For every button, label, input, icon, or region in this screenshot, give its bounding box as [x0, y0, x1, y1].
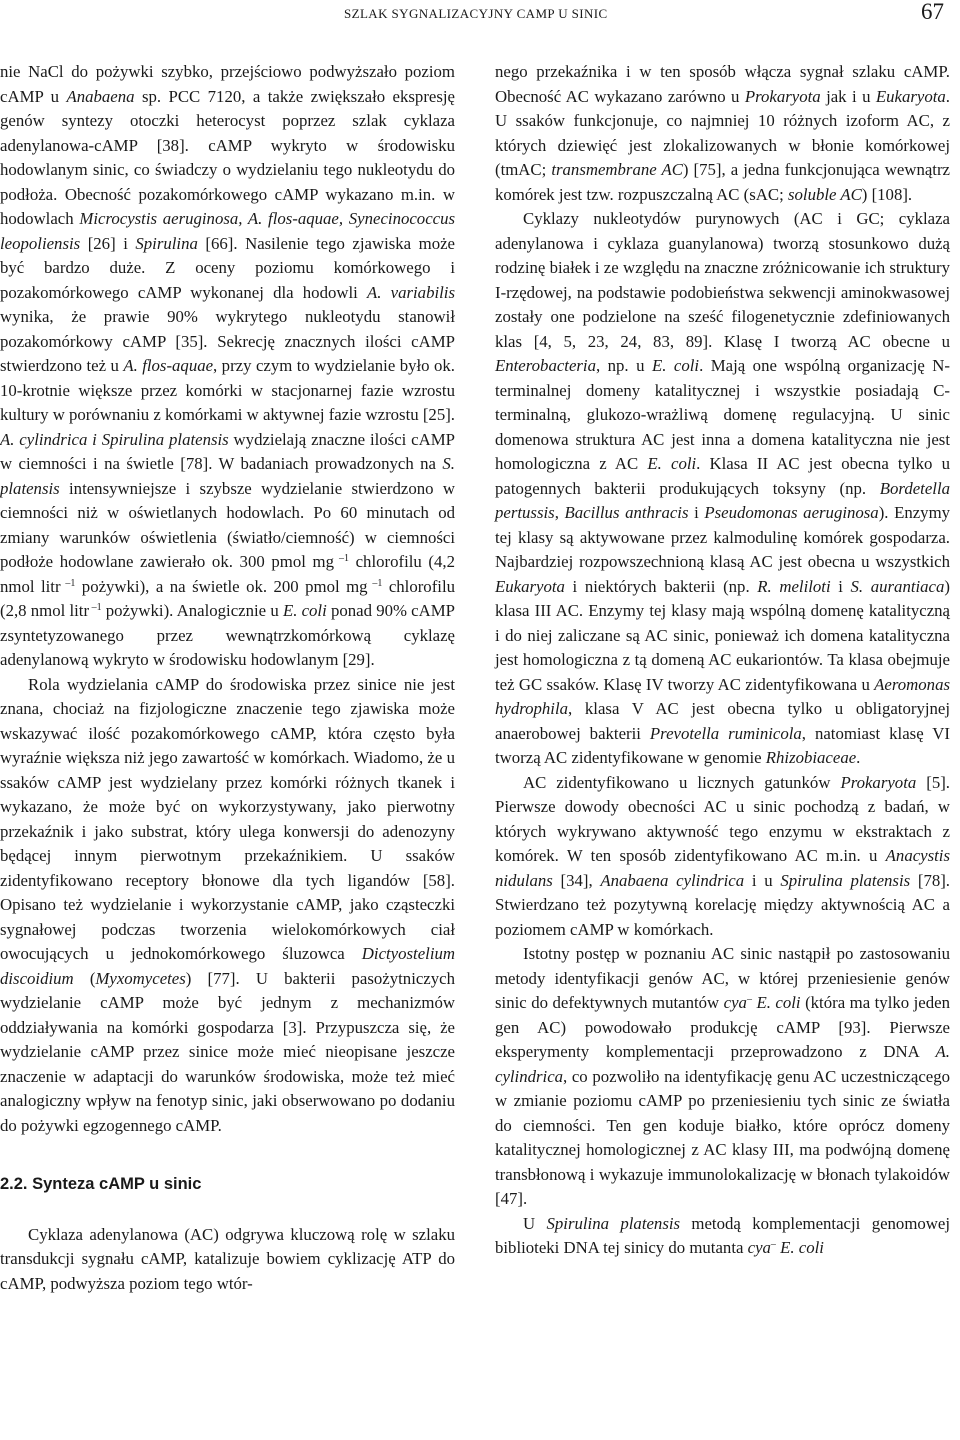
text-run: . U ssaków funkcjonuje, co najmniej 10 różnych izoform AC, z których dziewięć jest zlokalizowanych w błonie komórkowej (tmAC; — [495, 86, 950, 179]
text-run: i niektórych bakterii (np. — [564, 576, 758, 596]
text-run: metodą komplementacji genomowej biblioteki DNA tej sinicy do mutanta — [495, 1213, 950, 1257]
paragraph — [0, 60, 455, 673]
text-run: [5]. Pierwsze dowody obecności AC u sinic pochodzą z badań, w których wykrywano aktywność tego enzymu w ekstraktach z komórek. W ten sposób zidentyfikowano AC m.in. u — [495, 772, 950, 865]
italic-text: E. coli — [756, 993, 801, 1012]
paragraph — [495, 942, 950, 1212]
italic-text: Bacillus anthracis — [564, 503, 689, 522]
italic-text: E. coli — [651, 356, 700, 375]
text-run: jak i u — [820, 86, 876, 106]
italic-text: Aeromonas hydrophila — [495, 674, 950, 718]
text-run: , klasa V AC jest obecna tylko u obligatoryjnej anaerobowej bakterii — [495, 699, 950, 743]
italic-text: Prokaryota — [744, 86, 821, 106]
text-run: sp. PCC 7120, a także zwiększało ekspresję genów syntezy otoczki heterocyst poprzez szlak cyklaza adenylanowa-cAMP [38]. cAMP wykryto w środowisku hodowlanym sinic, co świadczy o wydzielaniu tego nukleotydu do podłoża. Obecność pozakomórkowego cAMP wykazano m.in. w hodowlach — [0, 86, 455, 228]
italic-text: cya — [747, 1238, 771, 1257]
text-run: Cyklazy nukleotydów purynowych (AC i GC; cyklaza adenylanowa i cyklaza guanylanowa) tworzą stosunkowo dużą rodzinę białek i ze względu na znaczne zróżnicowanie ich struktury I-rzędowej, na podstawie podobieństwa sekwencji aminokwasowej zostały one podzielone na sześć filogenetycznie zdefiniowanych klas [4, 5, 23, 24, 83, 89]. Klasę I tworzą AC obecne u — [495, 209, 950, 351]
italic-text: Rhizobiaceae — [765, 748, 857, 767]
text-run: pożywki), a na świetle ok. 200 pmol mg — [75, 576, 368, 596]
text-run: Rola wydzielania cAMP do środowiska przez sinice nie jest znana, chociaż na fizjologiczne znaczenie tego zjawiska może wskazywać ilość pozakomórkowego cAMP, która często była wyraźnie większa niż jego zawartość w komórkach. Wiadomo, że u ssaków cAMP jest wydzielany przez komórki różnych tkanek i wykazano, że może być on wykorzystywany, jako pierwotny przekaźnik i jako substrat, który ulega konwersji do adenozyny będącej innym pierwotnym przekaźnikiem. U ssaków zidentyfikowano receptory błonowe dla tych ligandów [58]. Opisano też wydzielanie i wykorzystanie cAMP, jako cząsteczki sygnałowej podczas tworzenia wielokomórkowych ciał owocujących u jednokomórkowego śluzowca — [0, 674, 455, 963]
text-run: ) [108]. — [861, 184, 913, 204]
italic-text: S. platensis — [0, 454, 455, 498]
italic-text: Bordetella pertussis — [495, 478, 950, 522]
text-run: Cyklaza adenylanowa (AC) odgrywa kluczową rolę w szlaku transdukcji sygnału cAMP, katalizuje bowiem cyklizację ATP do cAMP, podwyższa poziom tego wtór- — [0, 1224, 455, 1293]
superscript: –1 — [89, 602, 102, 613]
text-run: wydzielają znaczne ilości cAMP w ciemności i na świetle [78]. W badaniach prowadzonych na — [0, 429, 455, 473]
text-run: . — [856, 748, 861, 767]
text-run: ponad 90% cAMP zsyntetyzowanego przez wewnątrzkomórkową cyklazę adenylanową wykryto w środowisku hodowlanym [29]. — [0, 601, 455, 669]
paragraph — [0, 673, 455, 1139]
italic-text: E. coli — [647, 454, 697, 473]
text-run: . Klasa II AC jest obecna tylko u patogennych bakterii produkujących toksyny (np. — [495, 454, 950, 498]
text-run: ) [77]. U bakterii pasożytniczych wydzielanie cAMP może być jednym z mechanizmów oddziaływania na komórki gospodarza [3]. Przypuszcza się, że wydzielanie cAMP przez sinice może mieć nieopisane jeszcze znaczenie w adaptacji do warunków środowiska, może też mieć analogiczny wpływ na fenotyp sinic, jaki obserwowano po dodaniu do pożywki egzogennego cAMP. — [0, 968, 455, 1135]
text-run: pożywki). Analogicznie u — [101, 601, 283, 620]
italic-text: A. variabilis — [367, 282, 455, 302]
text-run: ) klasa III AC. Enzymy tej klasy mają wspólną domenę katalityczną i do niej zaliczane są AC sinic, ponieważ ich domena katalityczna jest homologiczna z tą domeną AC eukariontów. Ta klasa obejmuje też GC ssaków. Klasę IV tworzy AC zidentyfikowana u — [495, 576, 950, 694]
italic-text: Eukaryota — [495, 576, 565, 596]
text-run: , co pozwoliło na identyfikację genu AC uczestniczącego w zmianie poziomu cAMP po przeniesieniu tych sinic ze światła do ciemności. Ten gen koduje białko, które oprócz domeny katalitycznej homologicznej z AC klasy III, ma podwójną domenę transbłonową i wykazuje immunolokalizację w błonach tylakoidów [47]. — [495, 1066, 950, 1208]
paragraph — [495, 1212, 950, 1261]
text-run: ) [75], a jedna funkcjonująca wewnątrz komórek jest tzw. rozpuszczalną AC (sAC; — [495, 160, 950, 204]
text-run: intensywniejsze i szybsze wydzielanie stwierdzono w ciemności niż w oświetlanych hodowlach. Po 60 minutach od zmiany warunków oświetlenia (światło/ciemność) w ciemności podłoże hodowlane zawierało ok. 300 pmol mg — [0, 478, 455, 571]
page-number: 67 — [921, 0, 944, 24]
italic-text: Spirulina — [135, 233, 198, 253]
italic-text: Prokaryota — [840, 772, 917, 792]
superscript: –1 — [60, 577, 76, 589]
paragraph — [495, 207, 950, 771]
page-header — [0, 0, 960, 50]
text-run: i u — [744, 870, 781, 890]
italic-text: A. cylindrica — [495, 1042, 950, 1086]
text-run: wynika, że prawie 90% wykrytego nukleotydu stanowił pozakomórkowy cAMP [35]. Sekrecję znacznych ilości cAMP stwierdzono też u — [0, 307, 455, 375]
superscript: – — [746, 994, 752, 1005]
superscript: –1 — [333, 553, 349, 564]
text-run: [66]. Nasilenie tego zjawiska może być bardzo duże. Z oceny poziomu komórkowego i pozakomórkowego cAMP wykonanej dla hodowli — [0, 233, 455, 302]
text-run: [26] i — [80, 233, 136, 253]
text-run: ( — [73, 968, 96, 988]
italic-text: A. flos-aquae — [123, 356, 214, 375]
paragraph — [495, 60, 950, 207]
italic-text: Enterobacteria — [495, 356, 596, 375]
text-run: nie NaCl do pożywki szybko, przejściowo podwyższało poziom cAMP u — [0, 62, 455, 106]
left-column — [0, 60, 455, 1296]
italic-text: Spirulina platensis — [780, 870, 911, 890]
italic-text: S. aurantiaca — [850, 576, 945, 596]
text-run: i — [688, 503, 705, 522]
italic-text: cya — [723, 993, 747, 1012]
italic-text: R. meliloti — [757, 576, 831, 596]
text-run: chlorofilu (2,8 nmol litr — [0, 576, 456, 620]
text-run: nego przekaźnika i w ten sposób włącza sygnał szlaku cAMP. Obecność AC wykazano zarówno u — [495, 62, 950, 106]
text-run: [34], — [552, 870, 601, 890]
italic-text: Anabaena cylindrica — [600, 870, 745, 890]
italic-text: E. coli — [780, 1238, 824, 1257]
italic-text: Dictyostelium discoidium — [0, 944, 455, 988]
italic-text: Anacystis nidulans — [495, 846, 950, 890]
italic-text: Anabaena — [66, 86, 135, 106]
italic-text: Pseudomonas aeruginosa — [704, 503, 879, 522]
italic-text: transmembrane AC — [551, 160, 683, 179]
superscript: –1 — [367, 577, 383, 589]
italic-text: soluble AC — [787, 184, 862, 204]
italic-text: Eukaryota — [875, 86, 946, 106]
text-run: AC zidentyfikowano u licznych gatunków — [523, 772, 841, 792]
right-column — [495, 60, 950, 1261]
text-run: , przy czym to wydzielanie było ok. 10-krotnie większe przez komórki w stacjonarnej fazie wzrostu kultury w porównaniu z komórkami w aktywnej fazie wzrostu [25]. — [0, 356, 455, 424]
italic-text: Spirulina platensis — [546, 1213, 681, 1233]
text-run: chlorofilu (4,2 nmol litr — [0, 552, 455, 596]
text-run: , np. u — [595, 356, 652, 375]
italic-text: A. cylindrica i Spirulina platensis — [0, 429, 229, 449]
text-run: U — [523, 1213, 547, 1233]
text-run: , natomiast klasę VI tworzą AC zidentyfikowane w genomie — [495, 723, 950, 767]
text-run: (która ma tylko jeden gen AC) powodowało produkcję cAMP [93]. Pierwsze eksperymenty komplementacji przeprowadzono z DNA — [495, 993, 950, 1061]
text-run: , — [554, 503, 565, 522]
text-run: Istotny postęp w poznaniu AC sinic nastąpił po zastosowaniu metody identyfikacji genów AC, w której przeniesienie genów sinic do defektywnych mutantów — [495, 944, 950, 1012]
text-run: . Mają one wspólną organizację N-terminalnej domeny katalitycznej i wszystkie posiadają C-terminalną, glukozo-wrażliwą domenę regulacyjną. U sinic domenowa struktura AC jest inna a domena katalityczna nie jest homologiczna z AC — [495, 356, 950, 473]
paragraph — [0, 1223, 455, 1297]
italic-text: Myxomycetes — [95, 968, 186, 988]
text-run: i — [830, 576, 851, 596]
running-title: SZLAK SYGNALIZACYJNY CAMP U SINIC — [344, 6, 608, 21]
superscript: – — [770, 1239, 776, 1250]
italic-text: Microcystis aeruginosa, A. flos-aquae, Synecinococcus leopoliensis — [0, 209, 456, 253]
italic-text: Prevotella ruminicola — [649, 723, 802, 743]
italic-text: E. coli — [282, 601, 327, 620]
section-heading: 2.2. Synteza cAMP u sinic — [0, 1175, 202, 1193]
text-run: ). Enzymy tej klasy są aktywowane przez kalmodulinę komórek gospodarza. Najbardziej rozpowszechnioną klasą AC jest obecna u wszystkich — [495, 503, 951, 571]
text-run: [78]. Stwierdzano też pozytywną korelację między aktywnością AC a poziomem cAMP w komórkach. — [495, 870, 951, 939]
paragraph — [495, 771, 950, 943]
